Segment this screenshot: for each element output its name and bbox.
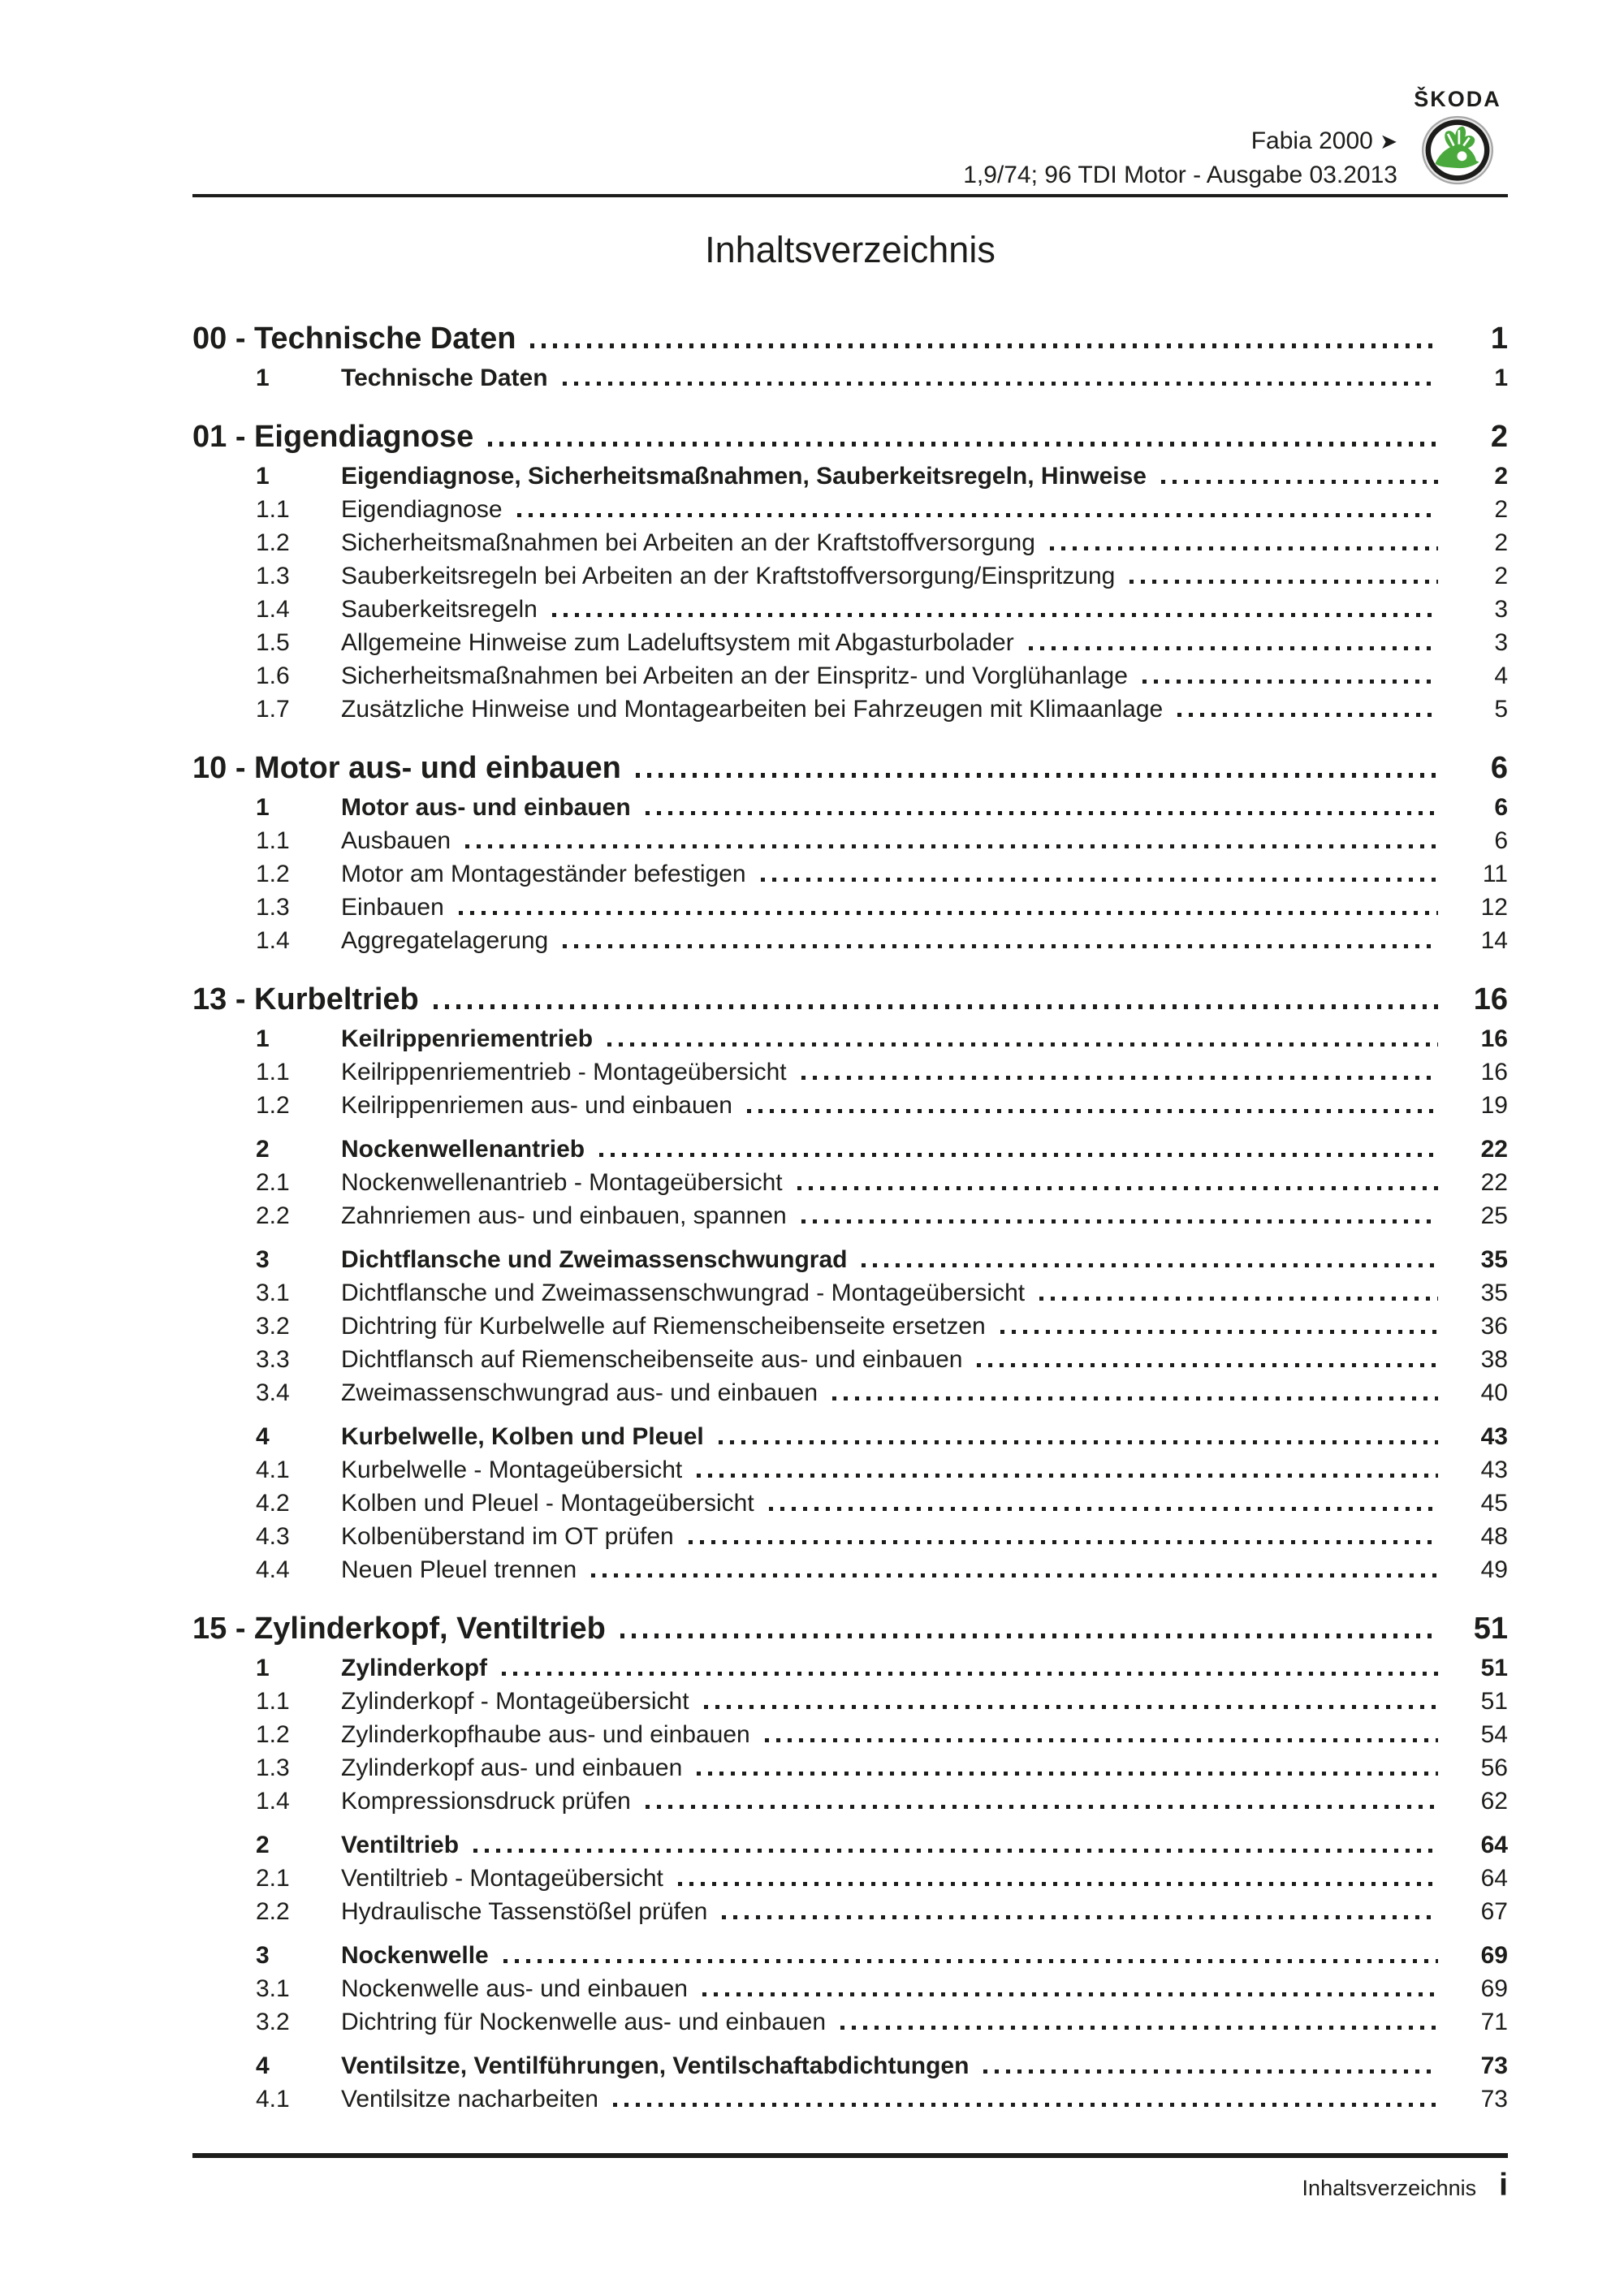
toc-page-number: 56 [1480,1754,1508,1781]
toc-section-title: 13 - Kurbeltrieb [192,982,419,1016]
toc-item-number: 4.2 [256,1490,290,1517]
toc-row [192,1487,1508,1520]
toc-row [192,1520,1508,1553]
toc-item-number: 3.4 [256,1379,290,1406]
toc-item-number: 1.3 [256,894,290,921]
toc-row [192,1718,1508,1751]
toc-item-title: Dichtflansch auf Riemenscheibenseite aus- und einbauen [341,1346,963,1373]
toc-item-title: Sicherheitsmaßnahmen bei Arbeiten an der Einspritz- und Vorglühanlage [341,662,1128,689]
toc-row [192,1243,1508,1276]
toc-page-number: 73 [1480,2052,1508,2079]
toc-row [192,1972,1508,2005]
toc-item-title: Sauberkeitsregeln bei Arbeiten an der Kraftstoffversorgung/Einspritzung [341,563,1116,589]
toc-item-title: Hydraulische Tassenstößel prüfen [341,1898,708,1925]
toc-item-number: 4.1 [256,1457,290,1483]
toc-item-number: 3 [256,1246,270,1273]
toc-item-title: Motor aus- und einbauen [341,794,631,821]
toc-item-number: 4.1 [256,2086,290,2113]
dot-leader [801,1076,1438,1080]
toc-page-number: 3 [1494,629,1508,656]
toc-row [192,526,1508,559]
dot-leader [552,613,1438,617]
toc-item-title: Eigendiagnose [341,496,503,523]
toc-row [192,2049,1508,2082]
toc-item-title: Zweimassenschwungrad aus- und einbauen [341,1379,818,1406]
toc-item-number: 1.2 [256,861,290,887]
toc-section [192,321,1508,395]
toc-section-title: 15 - Zylinderkopf, Ventiltrieb [192,1612,606,1646]
toc-section-heading [192,321,1508,356]
toc-section [192,419,1508,726]
dot-leader [1029,646,1438,650]
toc-item-number: 2.1 [256,1865,290,1892]
toc-row [192,460,1508,493]
toc-section-heading [192,750,1508,786]
toc-page-number: 49 [1480,1556,1508,1583]
dot-leader [747,1109,1438,1113]
page-title: Inhaltsverzeichnis [705,229,996,270]
toc-page-number: 16 [1480,1059,1508,1085]
toc-page-number: 67 [1480,1898,1508,1925]
dot-leader [473,1849,1438,1853]
toc-item-title: Nockenwellenantrieb - Montageübersicht [341,1169,783,1196]
toc-item-title: Zahnriemen aus- und einbauen, spannen [341,1202,787,1229]
toc-row [192,1376,1508,1409]
toc-item-title: Zylinderkopf aus- und einbauen [341,1754,683,1781]
skoda-logo [1407,88,1508,186]
toc-page-number: 43 [1480,1423,1508,1450]
dot-leader [502,1672,1438,1676]
toc-item-number: 1.1 [256,496,290,523]
toc-item-number: 1.3 [256,563,290,589]
toc-item-number: 2 [256,1832,270,1858]
toc-item-number: 3.2 [256,2009,290,2035]
dot-leader [719,1440,1438,1444]
toc-page-number: 69 [1480,1942,1508,1969]
toc-item-number: 1 [256,1025,270,1052]
toc-page-number: 2 [1494,529,1508,556]
toc-page-number: 4 [1494,662,1508,689]
toc-item-number: 1.4 [256,1788,290,1815]
toc-item-number: 1 [256,794,270,821]
dot-leader [503,1959,1438,1963]
toc-item-number: 1 [256,463,270,490]
toc-page-number: 51 [1480,1688,1508,1715]
toc-row [192,2082,1508,2116]
toc-item-number: 2.1 [256,1169,290,1196]
toc-item-title: Neuen Pleuel trennen [341,1556,577,1583]
dot-leader [983,2069,1438,2074]
toc-row [192,1089,1508,1122]
toc-item-number: 4.4 [256,1556,290,1583]
dot-leader [1161,480,1438,484]
toc-row [192,1553,1508,1586]
skoda-badge-icon [1420,114,1495,186]
dot-leader [769,1507,1438,1511]
toc-item-number: 1.5 [256,629,290,656]
toc-item-number: 1.3 [256,1754,290,1781]
header-title-block [963,124,1397,194]
toc-item-title: Kolben und Pleuel - Montageübersicht [341,1490,754,1517]
footer-page-number: i [1499,2168,1508,2203]
toc-item-title: Zylinderkopf [341,1655,488,1681]
toc-item-title: Kolbenüberstand im OT prüfen [341,1523,674,1550]
toc-item-title: Dichtring für Kurbelwelle auf Riemenscheibenseite ersetzen [341,1313,986,1340]
toc-row [192,891,1508,924]
toc-item-title: Keilrippenriementrieb - Montageübersicht [341,1059,787,1085]
dot-leader [1039,1297,1438,1301]
edition-line: 1,9/74; 96 TDI Motor - Ausgabe 03.2013 [963,162,1397,188]
toc-row [192,659,1508,693]
toc-row [192,361,1508,395]
dot-leader [840,2026,1438,2030]
toc-item-title: Ventilsitze, Ventilführungen, Ventilschaftabdichtungen [341,2052,970,2079]
toc-page-number: 2 [1494,496,1508,523]
toc-section-heading [192,419,1508,455]
toc-section-title: 00 - Technische Daten [192,322,516,356]
toc-item-number: 4.3 [256,1523,290,1550]
toc-row [192,693,1508,726]
toc-page-number: 6 [1494,794,1508,821]
toc-section [192,1611,1508,2116]
footer-section-label: Inhaltsverzeichnis [1302,2176,1477,2200]
toc-page-number: 6 [1490,751,1508,785]
toc-section-heading [192,982,1508,1017]
toc-page-number: 71 [1480,2009,1508,2035]
toc-item-title: Zusätzliche Hinweise und Montagearbeiten bei Fahrzeugen mit Klimaanlage [341,696,1164,723]
toc-page-number: 12 [1480,894,1508,921]
toc-item-number: 1.1 [256,827,290,854]
toc-item-title: Zylinderkopf - Montageübersicht [341,1688,689,1715]
toc-item-number: 3.1 [256,1280,290,1306]
toc-row [192,1862,1508,1895]
toc-row [192,1651,1508,1685]
dot-leader [801,1219,1438,1224]
toc-item-number: 3.2 [256,1313,290,1340]
toc-row [192,593,1508,626]
dot-leader [678,1882,1438,1886]
dot-leader [1050,546,1438,550]
toc-page-number: 6 [1494,827,1508,854]
toc-item-title: Sauberkeitsregeln [341,596,538,623]
toc-page-number: 36 [1480,1313,1508,1340]
toc-item-title: Keilrippenriementrieb [341,1025,594,1052]
toc-page-number: 16 [1473,982,1508,1016]
toc-row [192,1939,1508,1972]
toc-item-number: 1.6 [256,662,290,689]
dot-leader [599,1153,1438,1157]
toc-page-number: 62 [1480,1788,1508,1815]
dot-leader [646,1805,1438,1809]
toc-row [192,1133,1508,1166]
page-footer [192,2153,1508,2206]
toc-item-title: Kurbelwelle - Montageübersicht [341,1457,683,1483]
toc-page-number: 64 [1480,1865,1508,1892]
toc-section-title: 01 - Eigendiagnose [192,420,474,454]
toc-row [192,493,1508,526]
toc-item-number: 3.3 [256,1346,290,1373]
toc-row [192,559,1508,593]
toc-item-number: 2 [256,1136,270,1163]
dot-leader [646,811,1438,815]
dot-leader [862,1263,1438,1267]
toc-item-number: 1.4 [256,927,290,954]
dot-leader [488,442,1438,447]
toc-item-title: Kurbelwelle, Kolben und Pleuel [341,1423,704,1450]
toc-page-number: 25 [1480,1202,1508,1229]
dot-leader [434,1004,1438,1009]
toc-page-number: 22 [1480,1136,1508,1163]
dot-leader [620,1634,1438,1638]
toc-section [192,750,1508,957]
toc-page-number: 64 [1480,1832,1508,1858]
toc-item-title: Sicherheitsmaßnahmen bei Arbeiten an der Kraftstoffversorgung [341,529,1035,556]
toc-item-title: Dichtring für Nockenwelle aus- und einbauen [341,2009,827,2035]
model-line [963,124,1397,158]
toc-row [192,1055,1508,1089]
toc-row [192,1751,1508,1785]
dot-leader [832,1396,1438,1400]
toc-section-title: 10 - Motor aus- und einbauen [192,751,621,785]
dot-leader [465,844,1438,848]
toc-row [192,1828,1508,1862]
toc-row [192,1895,1508,1928]
toc-row [192,924,1508,957]
toc-section-heading [192,1611,1508,1646]
toc-item-number: 3 [256,1942,270,1969]
toc-item-number: 4 [256,1423,270,1450]
toc-item-title: Dichtflansche und Zweimassenschwungrad [341,1246,848,1273]
toc-row [192,1420,1508,1453]
dot-leader [689,1540,1438,1544]
toc-page-number: 19 [1480,1092,1508,1119]
toc-item-title: Einbauen [341,894,444,921]
dot-leader [591,1573,1438,1577]
toc-row [192,1343,1508,1376]
toc-page-number: 22 [1480,1169,1508,1196]
toc-item-number: 1.1 [256,1059,290,1085]
toc-item-title: Nockenwellenantrieb [341,1136,585,1163]
dot-leader [530,343,1438,348]
toc-row [192,1199,1508,1232]
toc-item-number: 2.2 [256,1202,290,1229]
toc-page-number: 2 [1494,463,1508,490]
dot-leader [797,1186,1438,1190]
toc-page-number: 69 [1480,1975,1508,2002]
toc-item-title: Keilrippenriemen aus- und einbauen [341,1092,732,1119]
toc-page-number: 16 [1480,1025,1508,1052]
dot-leader [1129,580,1438,584]
toc-page-number: 2 [1490,420,1508,454]
dot-leader [613,2103,1438,2107]
dot-leader [1000,1330,1438,1334]
toc-item-number: 1.4 [256,596,290,623]
toc-item-title: Technische Daten [341,365,548,391]
toc-item-title: Ausbauen [341,827,451,854]
page-header [192,0,1508,197]
dot-leader [563,382,1438,386]
toc-row [192,1685,1508,1718]
toc-item-title: Dichtflansche und Zweimassenschwungrad - Montageübersicht [341,1280,1026,1306]
dot-leader [704,1705,1438,1709]
toc-page-number: 43 [1480,1457,1508,1483]
toc-item-title: Zylinderkopfhaube aus- und einbauen [341,1721,750,1748]
toc-item-number: 1.1 [256,1688,290,1715]
toc-row [192,1022,1508,1055]
toc-item-title: Nockenwelle aus- und einbauen [341,1975,688,2002]
toc-row [192,1166,1508,1199]
toc-row [192,1453,1508,1487]
dot-leader [636,773,1438,778]
table-of-contents [192,321,1508,2116]
toc-row [192,824,1508,857]
toc-item-number: 1 [256,365,270,391]
toc-page-number: 35 [1480,1280,1508,1306]
toc-row [192,626,1508,659]
dot-leader [459,911,1438,915]
dot-leader [977,1363,1438,1367]
dot-leader [607,1042,1438,1047]
toc-item-title: Ventiltrieb [341,1832,460,1858]
toc-row [192,1276,1508,1310]
toc-item-title: Ventilsitze nacharbeiten [341,2086,598,2113]
dot-leader [1142,680,1438,684]
dot-leader [697,1772,1438,1776]
toc-row [192,791,1508,824]
toc-row [192,857,1508,891]
toc-page-number: 14 [1480,927,1508,954]
toc-page-number: 35 [1480,1246,1508,1273]
toc-page-number: 51 [1473,1612,1508,1646]
toc-item-number: 1.2 [256,529,290,556]
toc-item-title: Aggregatelagerung [341,927,549,954]
toc-section [192,982,1508,1586]
toc-page-number: 54 [1480,1721,1508,1748]
dot-leader [722,1915,1438,1919]
toc-item-title: Eigendiagnose, Sicherheitsmaßnahmen, Sauberkeitsregeln, Hinweise [341,463,1147,490]
toc-item-number: 2.2 [256,1898,290,1925]
toc-page-number: 73 [1480,2086,1508,2113]
toc-page-number: 11 [1482,861,1508,887]
toc-item-number: 1 [256,1655,270,1681]
toc-item-title: Kompressionsdruck prüfen [341,1788,631,1815]
toc-page-number: 45 [1480,1490,1508,1517]
toc-page-number: 5 [1494,696,1508,723]
toc-row [192,1310,1508,1343]
dot-leader [517,513,1438,517]
toc-page-number: 1 [1494,365,1508,391]
dot-leader [765,1738,1438,1742]
toc-page-number: 38 [1480,1346,1508,1373]
toc-item-number: 1.2 [256,1721,290,1748]
toc-page-number: 1 [1490,322,1508,356]
toc-item-number: 4 [256,2052,270,2079]
dot-leader [702,1992,1438,1996]
toc-page-number: 3 [1494,596,1508,623]
toc-item-title: Ventiltrieb - Montageübersicht [341,1865,663,1892]
dot-leader [1177,713,1438,717]
dot-leader [761,878,1438,882]
dot-leader [563,944,1438,948]
toc-page-number: 48 [1480,1523,1508,1550]
toc-row [192,1785,1508,1818]
model-name: Fabia 2000 [1250,127,1373,154]
toc-item-title: Nockenwelle [341,1942,489,1969]
toc-item-title: Allgemeine Hinweise zum Ladeluftsystem mit Abgasturbolader [341,629,1014,656]
model-arrow-icon: ➤ [1380,129,1397,153]
toc-page-number: 2 [1494,563,1508,589]
toc-page-number: 51 [1480,1655,1508,1681]
dot-leader [697,1474,1438,1478]
toc-item-number: 1.7 [256,696,290,723]
toc-item-title: Motor am Montageständer befestigen [341,861,746,887]
toc-item-number: 3.1 [256,1975,290,2002]
toc-page-number: 40 [1480,1379,1508,1406]
skoda-wordmark: ŠKODA [1414,87,1501,111]
toc-row [192,2005,1508,2039]
toc-item-number: 1.2 [256,1092,290,1119]
